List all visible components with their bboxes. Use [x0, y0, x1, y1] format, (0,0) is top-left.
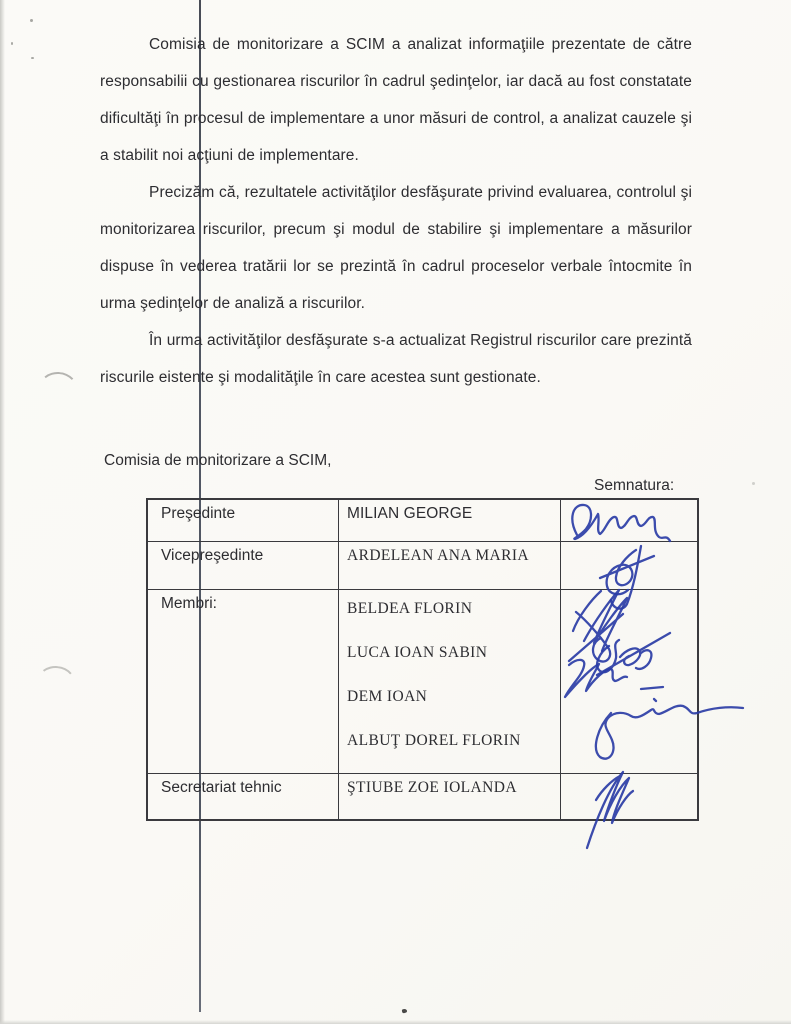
signature-cell: [561, 500, 697, 542]
name-cell: ŞTIUBE ZOE IOLANDA: [339, 774, 561, 819]
member-name: BELDEA FLORIN: [347, 600, 473, 617]
signature-column-header: Semnatura:: [594, 477, 675, 494]
scan-arc-artifact: [37, 371, 79, 410]
scan-speck: [30, 19, 33, 22]
signature-cell: [561, 590, 697, 774]
name-cell: [339, 590, 561, 774]
paragraph: Comisia de monitorizare a SCIM a analizat informaţiile prezentate de către responsabilii cu gestionarea riscurilor în cadrul şedinţelor, iar dacă au fost constatate dificultăţi în procesul de implementare a unor măsuri de control, a analizat cauzele şi a stabilit noi acţiuni de implementare.: [100, 36, 692, 164]
member-name: DEM IOAN: [347, 688, 428, 705]
role-cell: Vicepreşedinte: [148, 542, 339, 590]
scan-speck: [31, 57, 34, 59]
role-cell: Preşedinte: [148, 500, 339, 542]
member-name: ALBUŢ DOREL FLORIN: [347, 732, 521, 749]
scan-speck: [752, 482, 755, 485]
document-body: [100, 26, 692, 396]
paper-edge-shadow-bottom: [0, 1020, 791, 1024]
member-name: LUCA IOAN SABIN: [347, 644, 488, 661]
committee-line: Comisia de monitorizare a SCIM,: [104, 452, 332, 469]
scan-speck: [11, 42, 13, 45]
signature-cell: [561, 774, 697, 819]
role-cell: Membri:: [148, 590, 339, 774]
name-cell: ARDELEAN ANA MARIA: [339, 542, 561, 590]
signature-table: [146, 498, 699, 821]
paragraph: În urma activităţilor desfăşurate s-a actualizat Registrul riscurilor care prezintă riscurile eistente şi modalităţile în care acestea sunt gestionate.: [100, 332, 692, 386]
paper-edge-shadow-left: [0, 0, 5, 1024]
scan-speck: [402, 1009, 408, 1014]
signature-cell: [561, 542, 697, 590]
paragraph: Precizăm că, rezultatele activităţilor desfăşurate privind evaluarea, controlul şi monitorizarea riscurilor, precum şi modul de stabilire şi implementare a măsurilor dispuse în vederea tratării lor se prezintă în cadrul proceselor verbale întocmite în urma şedinţelor de analiză a riscurilor.: [100, 184, 692, 312]
name-cell: MILIAN GEORGE: [339, 500, 561, 542]
scan-arc-artifact: [34, 664, 78, 704]
role-cell: Secretariat tehnic: [148, 774, 339, 819]
